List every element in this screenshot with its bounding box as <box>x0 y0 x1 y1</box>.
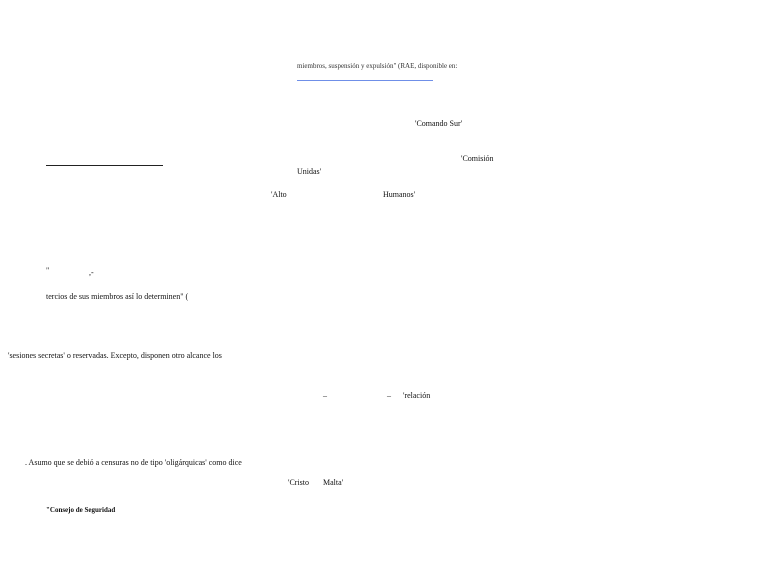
link-underline <box>297 80 433 81</box>
text-fragment-dash-1: – <box>323 391 327 400</box>
text-fragment-sesiones-secretas: 'sesiones secretas' o reservadas. Excepto, disponen otro alcance los <box>8 351 222 360</box>
text-fragment-consejo-seguridad: "Consejo de Seguridad <box>46 506 116 514</box>
text-fragment-tercios: tercios de sus miembros así lo determinen" ( <box>46 292 189 301</box>
text-fragment-relacion: 'relación <box>403 391 431 400</box>
text-fragment-malta: Malta' <box>323 478 344 487</box>
footnote-separator <box>46 165 163 166</box>
text-fragment-cristo: 'Cristo <box>288 478 309 487</box>
text-fragment-asumo: . Asumo que se debió a censuras no de tipo 'oligárquicas' como dice <box>25 458 242 467</box>
text-fragment-comando-sur: 'Comando Sur' <box>415 119 463 128</box>
text-fragment-humanos: Humanos' <box>383 190 416 199</box>
text-fragment-comision: 'Comisión <box>461 154 494 163</box>
text-fragment-unidas: Unidas' <box>297 167 322 176</box>
text-fragment-quote-mark: " <box>46 266 50 275</box>
text-fragment-comma-dash: ,- <box>89 268 94 277</box>
text-fragment-rae: miembros, suspensión y expulsión" (RAE, disponible en: <box>297 62 458 70</box>
text-fragment-dash-2: – <box>387 391 391 400</box>
text-fragment-alto: 'Alto <box>271 190 287 199</box>
